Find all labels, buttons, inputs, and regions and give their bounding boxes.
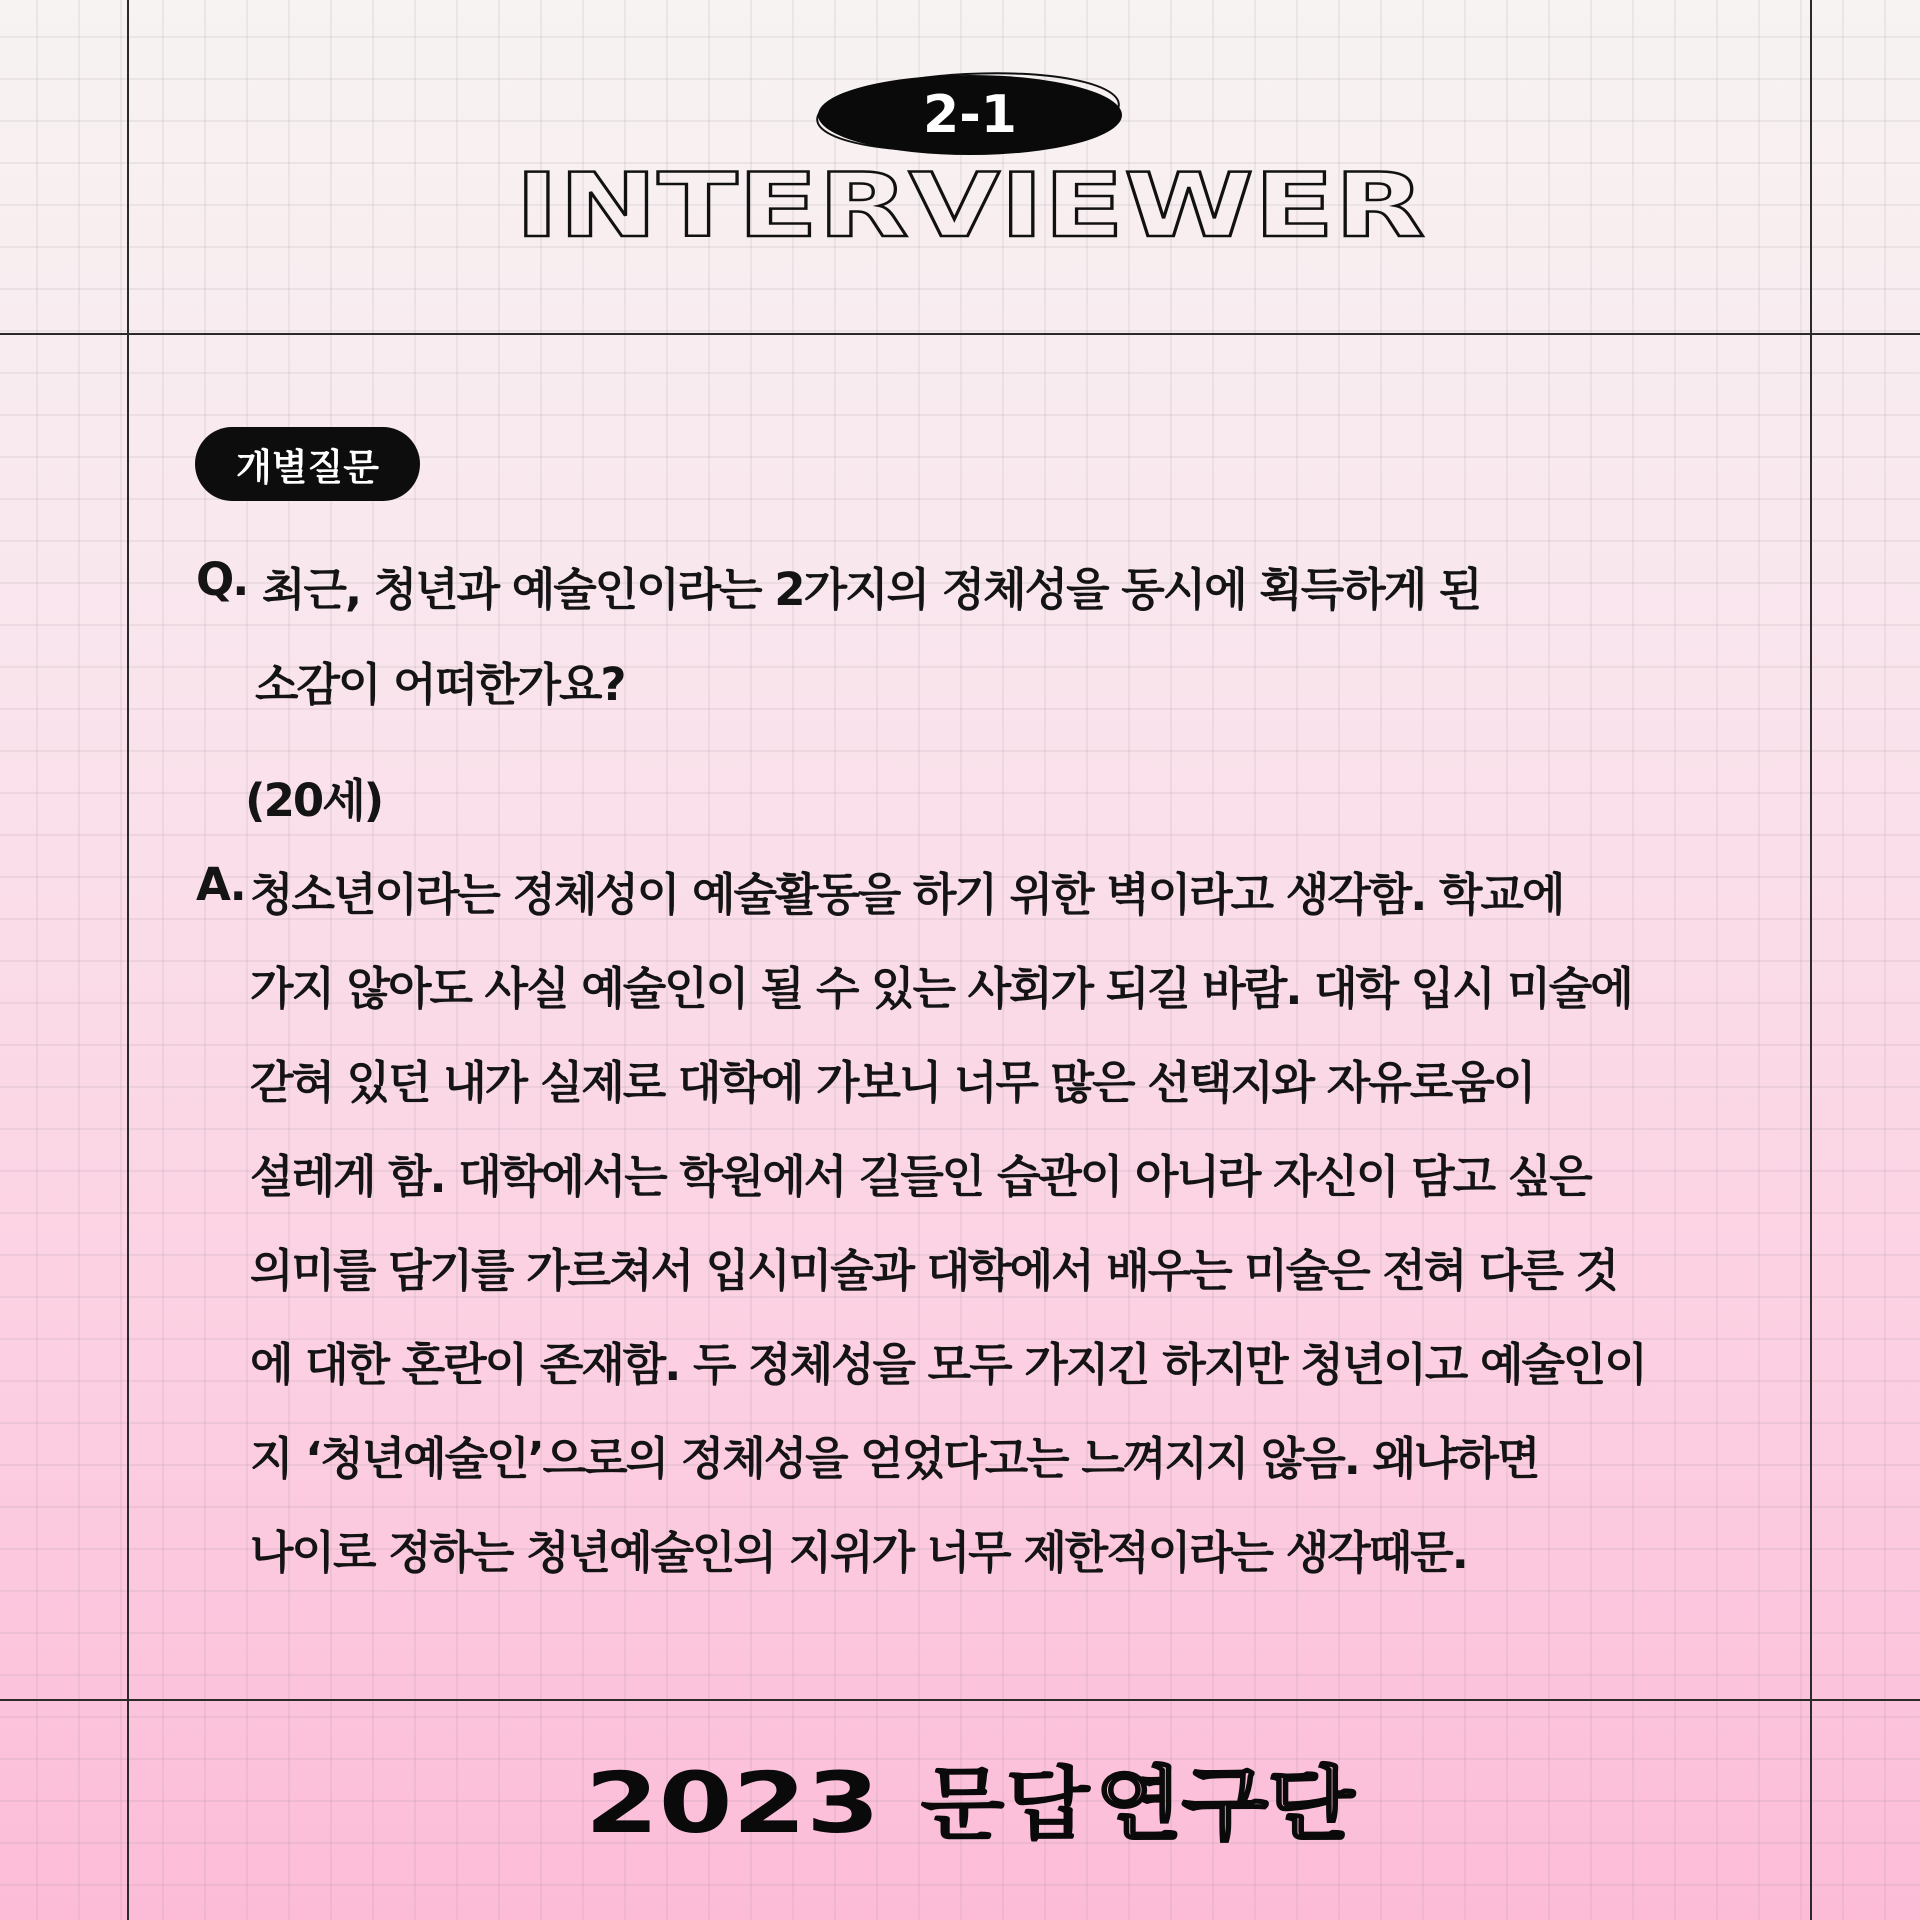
footer-brand-outline: 연구단 <box>1096 1758 1356 1851</box>
answer-line: 갇혀 있던 내가 실제로 대학에 가보니 너무 많은 선택지와 자유로움이 <box>250 1056 1535 1109</box>
respondent-age: (20세) <box>245 774 383 827</box>
frame-line-top <box>0 333 1920 335</box>
footer-year: 2023 <box>585 1754 880 1852</box>
question-line: 최근, 청년과 예술인이라는 2가지의 정체성을 동시에 획득하게 된 <box>262 563 1481 616</box>
footer-brand-solid: 문답 <box>920 1758 1092 1851</box>
page-title: INTERVIEWER <box>515 154 1425 257</box>
episode-badge-label: 2-1 <box>923 85 1017 145</box>
question-prefix: Q. <box>196 553 248 606</box>
answer-line: 설레게 함. 대학에서는 학원에서 길들인 습관이 아니라 자신이 담고 싶은 <box>250 1150 1591 1203</box>
answer-line: 가지 않아도 사실 예술인이 될 수 있는 사회가 되길 바람. 대학 입시 미술에 <box>250 962 1632 1015</box>
footer-brand <box>0 1740 1920 1860</box>
answer-line: 의미를 담기를 가르쳐서 입시미술과 대학에서 배우는 미술은 전혀 다른 것 <box>250 1244 1618 1297</box>
answer-line: 나이로 정하는 청년예술인의 지위가 너무 제한적이라는 생각때문. <box>250 1526 1467 1579</box>
question-line: 소감이 어떠한가요? <box>255 658 625 711</box>
section-tag: 개별질문 <box>195 427 420 501</box>
answer-line: 지 ‘청년예술인’으로의 정체성을 얻었다고는 느껴지지 않음. 왜냐하면 <box>250 1432 1539 1485</box>
answer-prefix: A. <box>196 858 245 911</box>
header <box>0 0 1920 300</box>
frame-line-bottom <box>0 1699 1920 1701</box>
answer-line: 에 대한 혼란이 존재함. 두 정체성을 모두 가지긴 하지만 청년이고 예술인이 <box>250 1338 1646 1391</box>
answer-line: 청소년이라는 정체성이 예술활동을 하기 위한 벽이라고 생각함. 학교에 <box>250 868 1564 921</box>
